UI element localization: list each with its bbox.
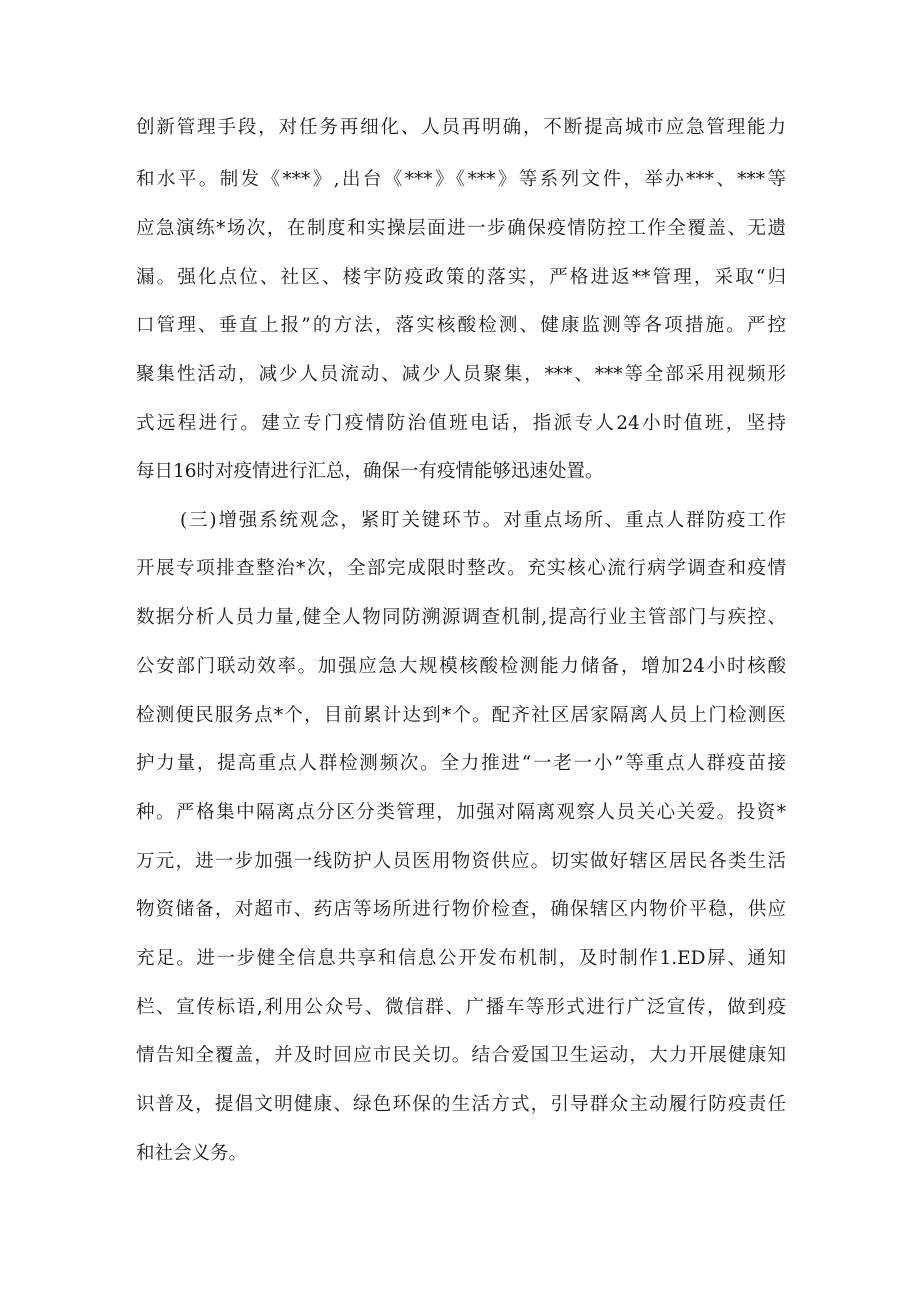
paragraph-line: 公安部门联动效率。加强应急大规模核酸检测能力储备，增加24小时核酸 [136, 656, 786, 677]
paragraph-line: 口管理、垂直上报”的方法，落实核酸检测、健康监测等各项措施。严控 [136, 315, 786, 336]
paragraph-line: 和水平。制发《***》,出台《***》《***》等系列文件，举办***、***等 [136, 169, 786, 190]
paragraph-line: 充足。进一步健全信息共享和信息公开发布机制，及时制作1.ED屏、通知 [136, 948, 786, 969]
section-heading-line: (三)增强系统观念，紧盯关键环节。对重点场所、重点人群防疫工作 [180, 510, 786, 531]
paragraph-line: 护力量，提高重点人群检测频次。全力推进“一老一小”等重点人群疫苗接 [136, 753, 786, 774]
paragraph-line: 漏。强化点位、社区、楼宇防疫政策的落实，严格进返**管理，采取“归 [136, 267, 786, 288]
paragraph-line: 检测便民服务点*个，目前累计达到*个。配齐社区居家隔离人员上门检测医 [136, 705, 786, 726]
paragraph-line: 物资储备，对超市、药店等场所进行物价检查，确保辖区内物价平稳，供应 [136, 899, 786, 920]
paragraph-line: 和社会义务。 [136, 1143, 248, 1164]
paragraph-line: 万元，进一步加强一线防护人员医用物资供应。切实做好辖区居民各类生活 [136, 851, 786, 872]
paragraph-line: 数据分析人员力量,健全人物同防溯源调查机制,提高行业主管部门与疾控、 [136, 607, 786, 628]
paragraph-line: 情告知全覆盖，并及时回应市民关切。结合爱国卫生运动，大力开展健康知 [136, 1045, 786, 1066]
paragraph-line: 开展专项排查整治*次，全部完成限时整改。充实核心流行病学调查和疫情 [136, 558, 786, 579]
paragraph-line: 式远程进行。建立专门疫情防治值班电话，指派专人24小时值班，坚持 [136, 413, 786, 434]
paragraph-line: 创新管理手段，对任务再细化、人员再明确，不断提高城市应急管理能力 [136, 117, 786, 138]
paragraph-line: 栏、宣传标语,利用公众号、微信群、广播车等形式进行广泛宣传，做到疫 [136, 997, 786, 1018]
paragraph-line: 应急演练*场次，在制度和实操层面进一步确保疫情防控工作全覆盖、无遗 [136, 218, 786, 239]
paragraph-line: 种。严格集中隔离点分区分类管理，加强对隔离观察人员关心关爱。投资* [136, 802, 786, 823]
paragraph-line: 每日16时对疫情进行汇总，确保一有疫情能够迅速处置。 [136, 461, 604, 482]
paragraph-line: 聚集性活动，减少人员流动、减少人员聚集，***、***等全部采用视频形 [136, 364, 786, 385]
paragraph-line: 识普及，提倡文明健康、绿色环保的生活方式，引导群众主动履行防疫责任 [136, 1094, 786, 1115]
